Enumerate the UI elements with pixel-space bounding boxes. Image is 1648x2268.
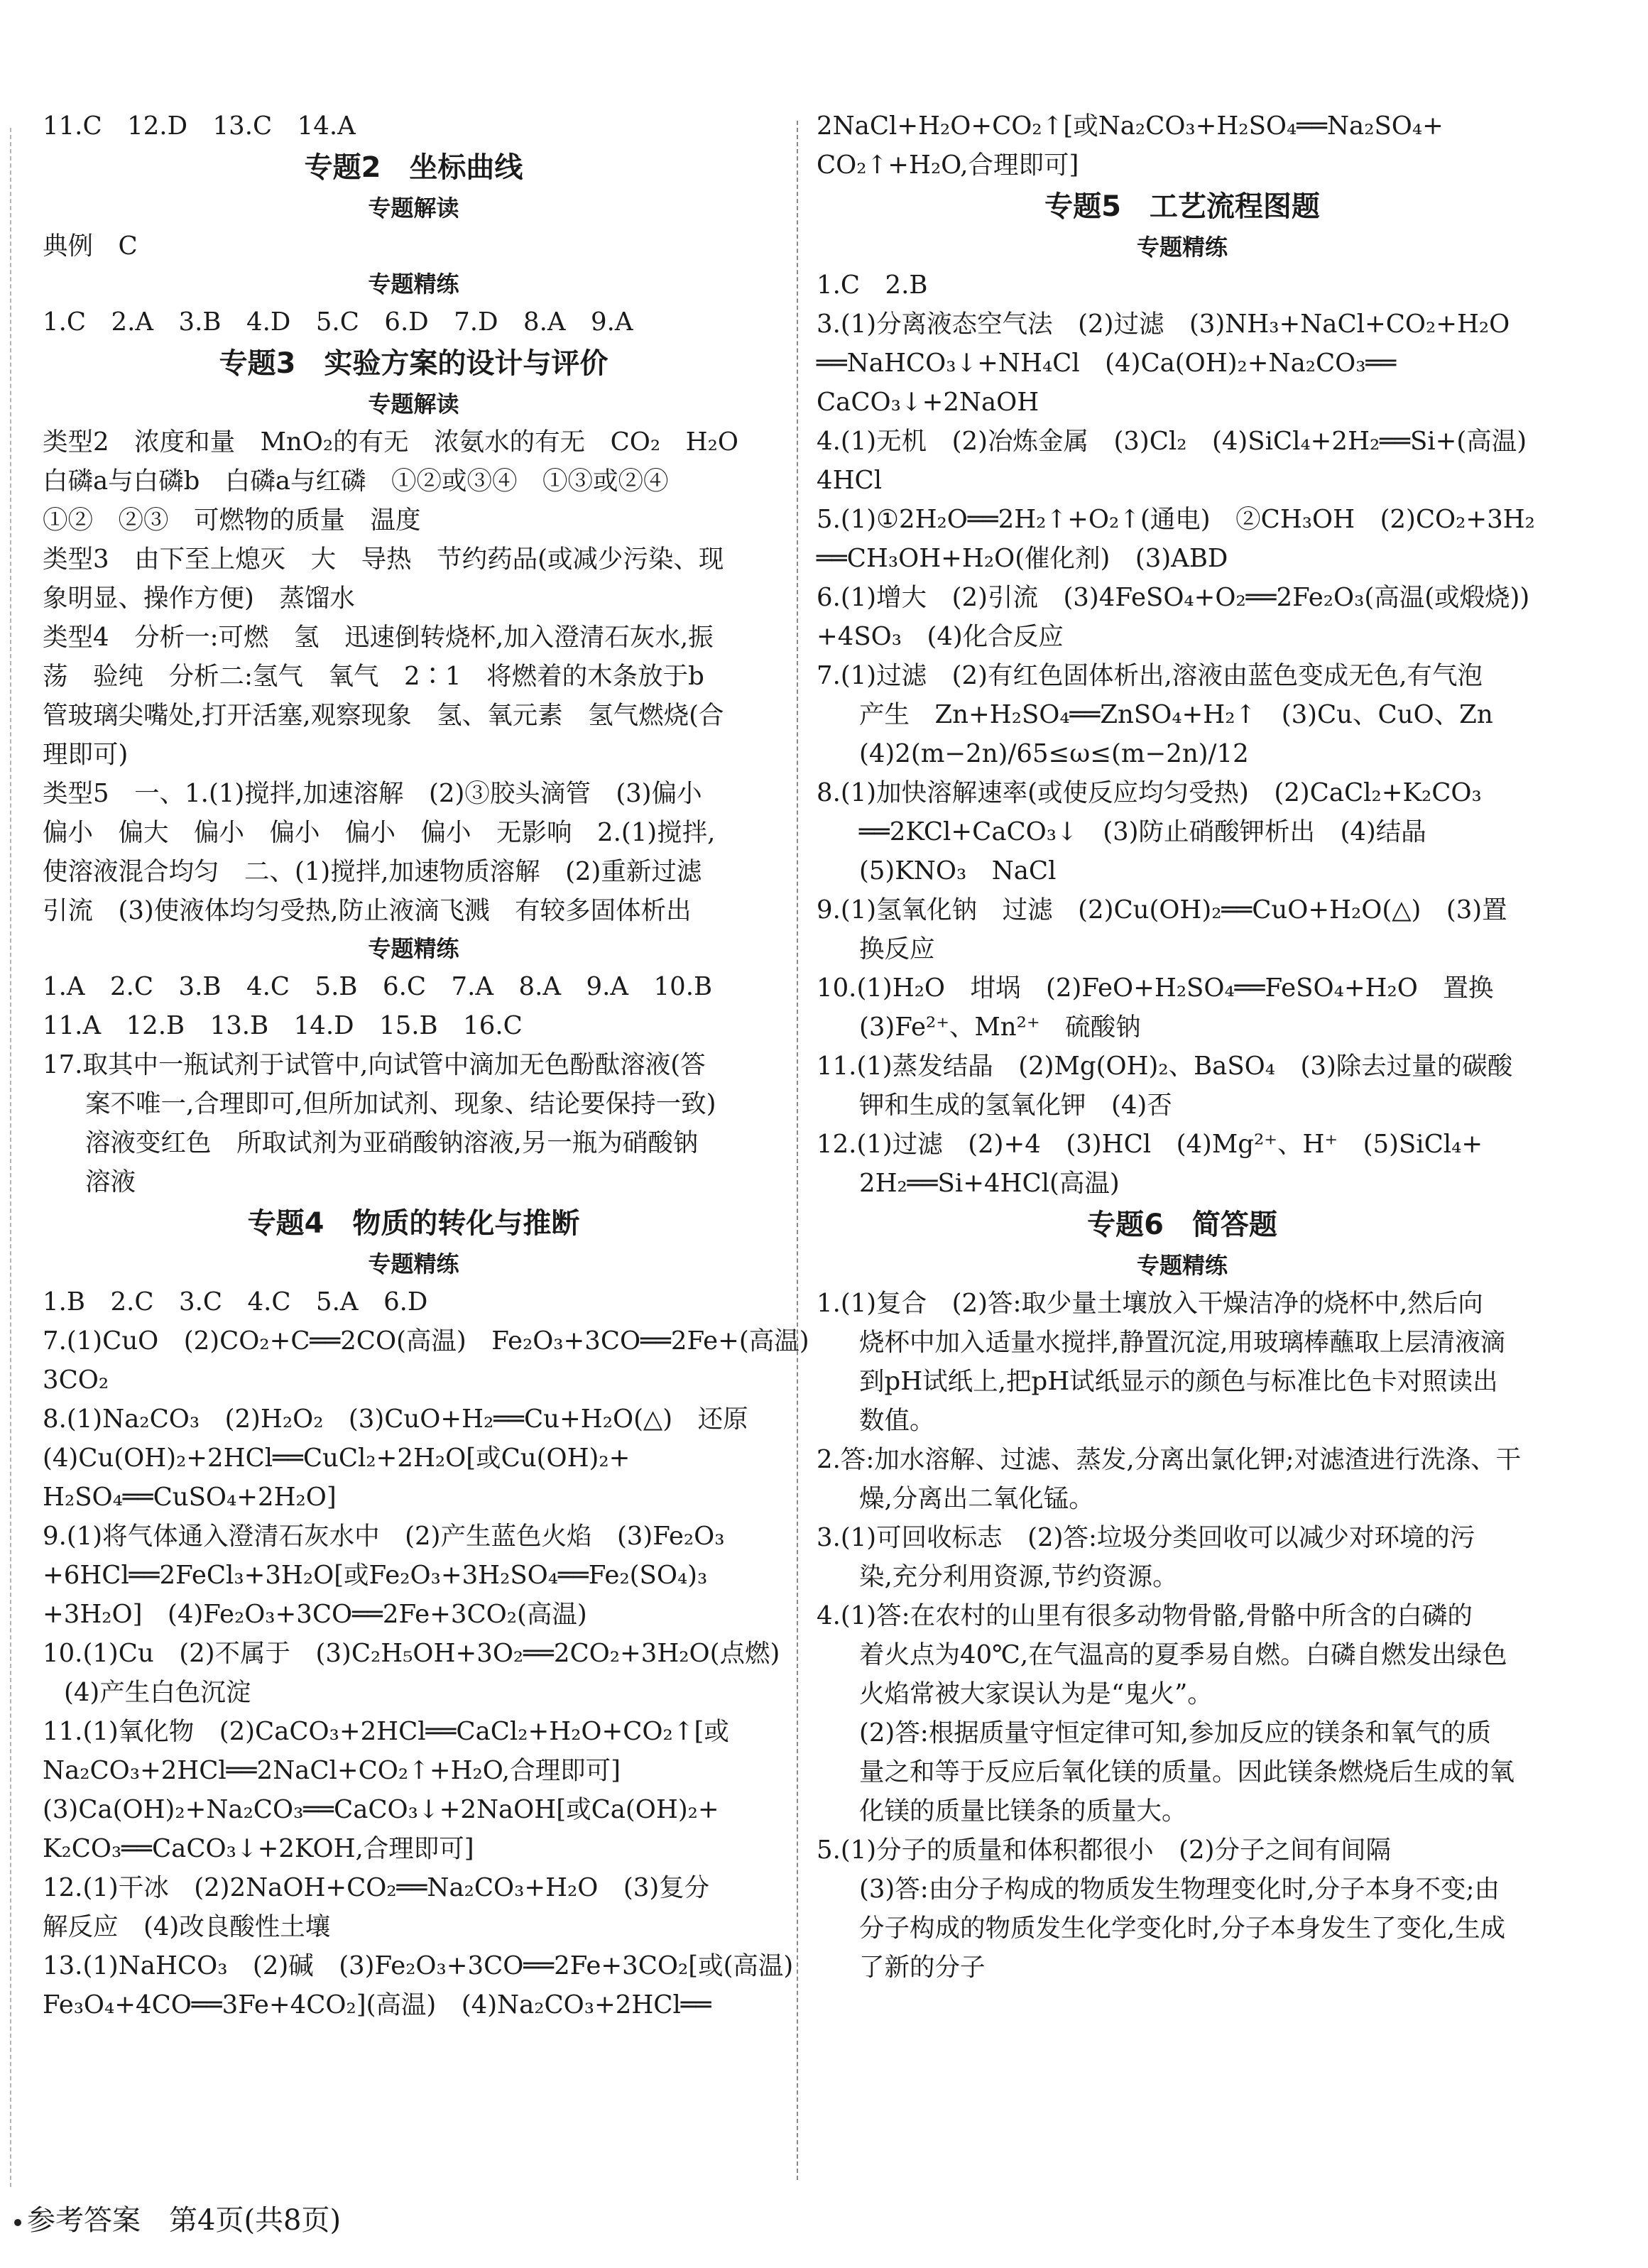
answer-line: 荡 验纯 分析二:氢气 氧气 2∶1 将燃着的木条放于b — [43, 662, 704, 691]
answer-line: (3)Fe²⁺、Mn²⁺ 硫酸钠 — [859, 1013, 1141, 1042]
answer-line: 偏小 偏大 偏小 偏小 偏小 偏小 无影响 2.(1)搅拌, — [43, 818, 716, 847]
answer-line: 8.(1)Na₂CO₃ (2)H₂O₂ (3)CuO+H₂══Cu+H₂O(△) 还原 — [43, 1405, 748, 1434]
answer-line: (4)产生白色沉淀 — [64, 1678, 251, 1707]
answer-line: (3)Ca(OH)₂+Na₂CO₃══CaCO₃↓+2NaOH[或Ca(OH)₂+ — [43, 1795, 719, 1824]
answer-line: 1.B 2.C 3.C 4.C 5.A 6.D — [43, 1287, 428, 1316]
section-title: 专题5 工艺流程图题 — [1044, 190, 1320, 223]
answer-line: 5.(1)分子的质量和体积都很小 (2)分子之间有间隔 — [817, 1836, 1391, 1865]
answer-line: 化镁的质量比镁条的质量大。 — [859, 1797, 1187, 1826]
answer-line: ══NaHCO₃↓+NH₄Cl (4)Ca(OH)₂+Na₂CO₃══ — [817, 349, 1397, 378]
answer-line: 类型4 分析一:可燃 氢 迅速倒转烧杯,加入澄清石灰水,振 — [43, 623, 714, 652]
answer-line: 12.(1)过滤 (2)+4 (3)HCl (4)Mg²⁺、H⁺ (5)SiCl₄+ — [817, 1130, 1483, 1159]
answer-line: 管玻璃尖嘴处,打开活塞,观察现象 氢、氧元素 氢气燃烧(合 — [43, 701, 724, 730]
answer-line: 1.(1)复合 (2)答:取少量土壤放入干燥洁净的烧杯中,然后向 — [817, 1289, 1483, 1318]
answer-line: 2H₂══Si+4HCl(高温) — [859, 1169, 1120, 1198]
answer-line: 类型2 浓度和量 MnO₂的有无 浓氨水的有无 CO₂ H₂O — [43, 427, 738, 457]
answer-line: 白磷a与白磷b 白磷a与红磷 ①②或③④ ①③或②④ — [43, 467, 669, 496]
answer-line: Na₂CO₃+2HCl══2NaCl+CO₂↑+H₂O,合理即可] — [43, 1756, 621, 1785]
answer-line: 量之和等于反应后氧化镁的质量。因此镁条燃烧后生成的氧 — [859, 1757, 1515, 1787]
answer-line: 使溶液混合均匀 二、(1)搅拌,加速物质溶解 (2)重新过滤 — [43, 857, 702, 886]
answer-line: 2.答:加水溶解、过滤、蒸发,分离出氯化钾;对滤渣进行洗涤、干 — [817, 1445, 1522, 1474]
answer-line: 产生 Zn+H₂SO₄══ZnSO₄+H₂↑ (3)Cu、CuO、Zn — [859, 700, 1493, 729]
answer-line: 8.(1)加快溶解速率(或使反应均匀受热) (2)CaCl₂+K₂CO₃ — [817, 778, 1482, 807]
answer-line: 分子构成的物质发生化学变化时,分子本身发生了变化,生成 — [859, 1914, 1506, 1943]
answer-line: (2)答:根据质量守恒定律可知,参加反应的镁条和氧气的质 — [859, 1718, 1492, 1748]
answer-line: Fe₃O₄+4CO══3Fe+4CO₂](高温) (4)Na₂CO₃+2HCl══ — [43, 1990, 711, 2019]
answer-line: 2NaCl+H₂O+CO₂↑[或Na₂CO₃+H₂SO₄══Na₂SO₄+ — [817, 111, 1444, 141]
answer-line: 6.(1)增大 (2)引流 (3)4FeSO₄+O₂══2Fe₂O₃(高温(或煅烧)) — [817, 583, 1530, 612]
answer-line: 溶液变红色 所取试剂为亚硝酸钠溶液,另一瓶为硝酸钠 — [85, 1128, 699, 1157]
answer-line: 4.(1)无机 (2)冶炼金属 (3)Cl₂ (4)SiCl₄+2H₂══Si+(高温) — [817, 427, 1527, 456]
answer-line: 7.(1)过滤 (2)有红色固体析出,溶液由蓝色变成无色,有气泡 — [817, 661, 1483, 690]
answer-line: 5.(1)①2H₂O══2H₂↑+O₂↑(通电) ②CH₃OH (2)CO₂+3H₂ — [817, 505, 1535, 534]
answer-line: 1.C 2.B — [817, 271, 928, 300]
answer-line: 11.A 12.B 13.B 14.D 15.B 16.C — [43, 1011, 523, 1040]
answer-line: 类型3 由下至上熄灭 大 导热 节约药品(或减少污染、现 — [43, 545, 724, 574]
answer-line: 解反应 (4)改良酸性土壤 — [43, 1912, 331, 1941]
answer-line: 1.C 2.A 3.B 4.D 5.C 6.D 7.D 8.A 9.A — [43, 307, 633, 337]
answer-line: ①② ②③ 可燃物的质量 温度 — [43, 506, 421, 535]
answer-line: 数值。 — [859, 1406, 935, 1435]
answer-line: 溶液 — [85, 1167, 136, 1196]
column-divider — [797, 121, 798, 2180]
answer-line: 了新的分子 — [859, 1953, 986, 1982]
section-title: 专题4 物质的转化与推断 — [247, 1207, 580, 1240]
answer-line: (4)Cu(OH)₂+2HCl══CuCl₂+2H₂O[或Cu(OH)₂+ — [43, 1444, 631, 1473]
subsection-title: 专题精练 — [368, 1250, 459, 1277]
answer-line: 1.A 2.C 3.B 4.C 5.B 6.C 7.A 8.A 9.A 10.B — [43, 972, 713, 1001]
answer-line: 类型5 一、1.(1)搅拌,加速溶解 (2)③胶头滴管 (3)偏小 — [43, 779, 702, 808]
answer-line: 10.(1)H₂O 坩埚 (2)FeO+H₂SO₄══FeSO₄+H₂O 置换 — [817, 974, 1494, 1003]
answer-line: ══2KCl+CaCO₃↓ (3)防止硝酸钾析出 (4)结晶 — [859, 817, 1426, 846]
answer-line: 3CO₂ — [43, 1365, 109, 1395]
answer-line: 17.取其中一瓶试剂于试管中,向试管中滴加无色酚酞溶液(答 — [43, 1050, 706, 1079]
section-title: 专题3 实验方案的设计与评价 — [219, 347, 609, 380]
answer-line: 9.(1)氢氧化钠 过滤 (2)Cu(OH)₂══CuO+H₂O(△) (3)置 — [817, 895, 1507, 925]
left-column — [43, 107, 809, 2024]
answer-line: ══CH₃OH+H₂O(催化剂) (3)ABD — [817, 544, 1228, 573]
right-column — [817, 107, 1548, 1987]
answer-line: 典例 C — [43, 231, 138, 261]
answer-line: +6HCl══2FeCl₃+3H₂O[或Fe₂O₃+3H₂SO₄══Fe₂(SO₄)₃ — [43, 1561, 708, 1590]
answer-line: 染,充分利用资源,节约资源。 — [859, 1562, 1178, 1591]
answer-line: K₂CO₃══CaCO₃↓+2KOH,合理即可] — [43, 1834, 474, 1863]
answer-line: 7.(1)CuO (2)CO₂+C══2CO(高温) Fe₂O₃+3CO══2Fe+(高温) — [43, 1326, 809, 1356]
answer-line: 火焰常被大家误认为是“鬼火”。 — [859, 1679, 1213, 1708]
answer-line: 引流 (3)使液体均匀受热,防止液滴飞溅 有较多固体析出 — [43, 896, 692, 925]
answer-line: 11.(1)蒸发结晶 (2)Mg(OH)₂、BaSO₄ (3)除去过量的碳酸 — [817, 1052, 1513, 1081]
answer-line: (5)KNO₃ NaCl — [859, 856, 1057, 885]
answer-line: 4HCl — [817, 466, 883, 495]
answer-line: 象明显、操作方便) 蒸馏水 — [43, 584, 355, 613]
answer-line: H₂SO₄══CuSO₄+2H₂O] — [43, 1483, 337, 1512]
subsection-title: 专题精练 — [368, 935, 459, 962]
subsection-title: 专题精练 — [1136, 234, 1228, 261]
answer-line: 13.(1)NaHCO₃ (2)碱 (3)Fe₂O₃+3CO══2Fe+3CO₂[或(高温) — [43, 1951, 794, 1980]
answer-line: CaCO₃↓+2NaOH — [817, 388, 1039, 417]
answer-line: 换反应 — [859, 934, 935, 964]
bullet-icon — [14, 2219, 21, 2226]
section-title: 专题2 坐标曲线 — [304, 151, 523, 184]
answer-line: 到pH试纸上,把pH试纸显示的颜色与标准比色卡对照读出 — [859, 1367, 1498, 1396]
subsection-title: 专题精练 — [368, 271, 459, 298]
subsection-title: 专题解读 — [368, 195, 459, 222]
answer-line: 燥,分离出二氧化锰。 — [859, 1484, 1094, 1513]
answer-line: (3)答:由分子构成的物质发生物理变化时,分子本身不变;由 — [859, 1875, 1500, 1904]
section-title: 专题6 简答题 — [1087, 1209, 1277, 1241]
answer-line: 着火点为40℃,在气温高的夏季易自燃。白磷自燃发出绿色 — [859, 1640, 1507, 1669]
answer-line: 9.(1)将气体通入澄清石灰水中 (2)产生蓝色火焰 (3)Fe₂O₃ — [43, 1522, 725, 1551]
answer-line: 11.C 12.D 13.C 14.A — [43, 111, 356, 141]
answer-line: 理即可) — [43, 740, 129, 769]
answer-line: 烧杯中加入适量水搅拌,静置沉淀,用玻璃棒蘸取上层清液滴 — [859, 1328, 1506, 1357]
page-footer — [14, 2198, 341, 2238]
answer-line: 案不唯一,合理即可,但所加试剂、现象、结论要保持一致) — [85, 1089, 716, 1118]
answer-line: (4)2(m−2n)/65≤ω≤(m−2n)/12 — [859, 739, 1249, 768]
answer-line: 12.(1)干冰 (2)2NaOH+CO₂══Na₂CO₃+H₂O (3)复分 — [43, 1873, 710, 1902]
left-edge-divider — [10, 128, 11, 2187]
answer-line: 3.(1)分离液态空气法 (2)过滤 (3)NH₃+NaCl+CO₂+H₂O — [817, 310, 1510, 339]
answer-line: +3H₂O] (4)Fe₂O₃+3CO══2Fe+3CO₂(高温) — [43, 1600, 587, 1629]
answer-line: +4SO₃ (4)化合反应 — [817, 622, 1064, 651]
answer-line: 10.(1)Cu (2)不属于 (3)C₂H₅OH+3O₂══2CO₂+3H₂O(点燃) — [43, 1639, 780, 1668]
answer-line: 钾和生成的氢氧化钾 (4)否 — [859, 1091, 1172, 1120]
footer-text: 参考答案 第4页(共8页) — [27, 2204, 342, 2237]
answer-line: 4.(1)答:在农村的山里有很多动物骨骼,骨骼中所含的白磷的 — [817, 1601, 1473, 1630]
answer-line: 3.(1)可回收标志 (2)答:垃圾分类回收可以减少对环境的污 — [817, 1523, 1475, 1552]
answer-line: 11.(1)氧化物 (2)CaCO₃+2HCl══CaCl₂+H₂O+CO₂↑[或 — [43, 1717, 729, 1746]
subsection-title: 专题解读 — [368, 391, 459, 418]
subsection-title: 专题精练 — [1136, 1252, 1228, 1279]
answer-line: CO₂↑+H₂O,合理即可] — [817, 151, 1079, 180]
